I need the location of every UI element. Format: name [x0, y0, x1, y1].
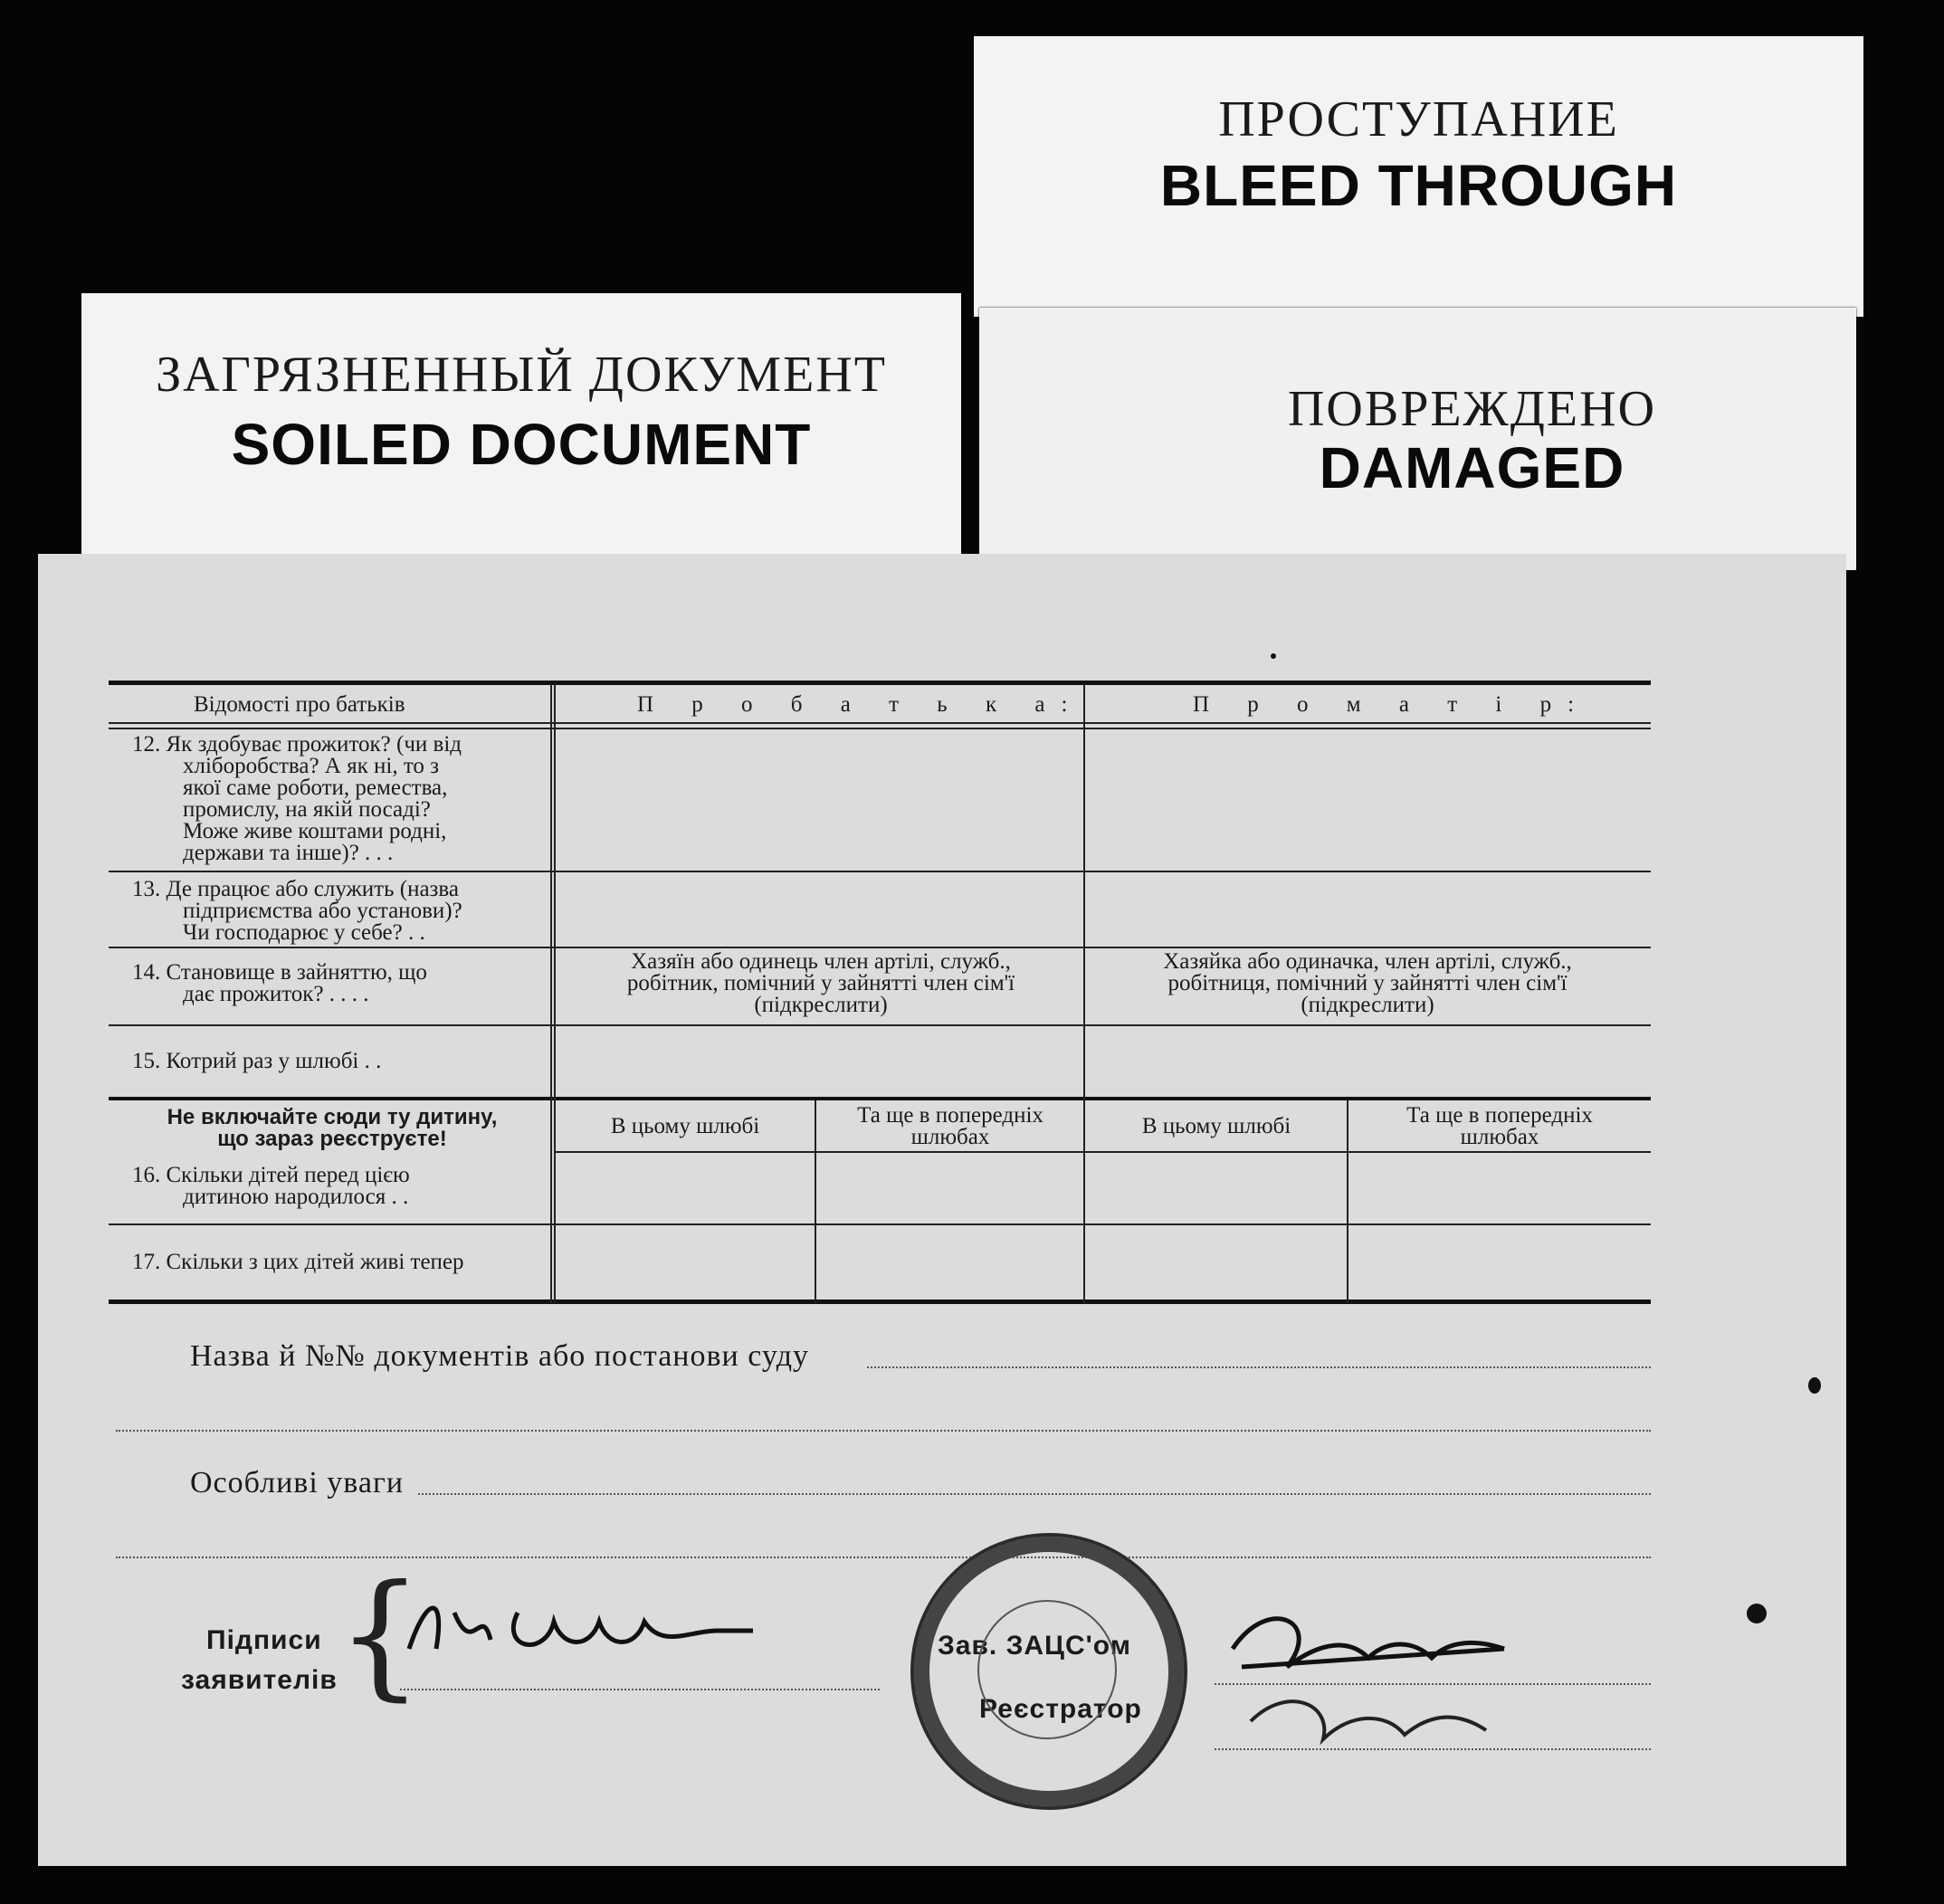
bleed-through-en: BLEED THROUGH [1159, 153, 1678, 218]
row13-line2: підприємства або установи)? [183, 899, 462, 923]
head-signature [1215, 1585, 1522, 1766]
row16-line [109, 1223, 1651, 1225]
document-sheet [38, 554, 1846, 1866]
col-divider-2 [1083, 684, 1085, 1303]
mother-prev-marriages-line2: шлюбах [1460, 1125, 1539, 1149]
row13-line1: 13. Де працює або служить (назва [132, 877, 459, 901]
children-header-line [554, 1151, 1651, 1153]
documents-line-1 [867, 1366, 1651, 1368]
table-top-rule [109, 681, 1651, 685]
row12-line6: держави та інше)? . . . [183, 841, 394, 865]
row12-line2: хліборобства? А як ні, то з [183, 754, 440, 778]
row16-line1: 16. Скільки дітей перед цією [132, 1163, 410, 1187]
soiled-document-ru: ЗАГРЯЗНЕННЫЙ ДОКУМЕНТ [156, 347, 887, 403]
row12-line1: 12. Як здобуває прожиток? (чи від [132, 732, 462, 757]
row12-line4: промислу, на якій посаді? [183, 797, 431, 822]
header-parents-info: Відомості про батьків [194, 692, 405, 717]
children-note-line2: що зараз реєструєте! [217, 1127, 447, 1151]
col-divider-1 [550, 684, 552, 1303]
bleed-through-ru: ПРОСТУПАНИЕ [1218, 91, 1619, 148]
father-this-marriage: В цьому шлюбі [610, 1114, 760, 1138]
soiled-document-card [81, 293, 961, 565]
header-about-mother: П р о м а т і р: [1193, 692, 1591, 717]
signatures-label-2: заявителів [181, 1665, 338, 1695]
damage-speck [1808, 1377, 1821, 1394]
row14-mother-line2: робітниця, помічний у зайнятті член сім'ї [1167, 971, 1568, 995]
header-bottom-line-2 [109, 728, 1651, 729]
father-prev-marriages-line2: шлюбах [910, 1125, 990, 1149]
notes-line-1 [418, 1493, 1651, 1495]
damaged-en: DAMAGED [1319, 435, 1625, 500]
damaged-card [979, 308, 1856, 570]
row14-mother-line3: (підкреслити) [1301, 993, 1434, 1017]
signatures-label-1: Підписи [206, 1625, 322, 1655]
row15-label: 15. Котрий раз у шлюбі . . [132, 1049, 382, 1073]
soiled-document-en: SOILED DOCUMENT [231, 412, 812, 477]
row14-father-line1: Хазяїн або одинець член артілі, служб., [631, 949, 1011, 974]
applicant-signature-line [400, 1689, 880, 1690]
row16-line2: дитиною народилося . . [183, 1185, 409, 1209]
row14-line [109, 1024, 1651, 1026]
seal-inner-ring [977, 1600, 1117, 1739]
bleed-through-card [974, 36, 1863, 317]
mother-this-marriage: В цьому шлюбі [1141, 1114, 1291, 1138]
header-bottom-line [109, 722, 1651, 724]
row17-label: 17. Скільки з цих дітей живі тепер [132, 1250, 464, 1274]
signatures-brace: { [337, 1557, 424, 1714]
row14-line1: 14. Становище в зайняттю, що [132, 960, 427, 985]
row13-line [109, 947, 1651, 948]
row14-mother-line1: Хазяйка або одиначка, член артілі, служб., [1163, 949, 1572, 974]
row14-father-line2: робітник, помічний у зайнятті член сім'ї [626, 971, 1015, 995]
head-label: Зав. ЗАЦС'ом [938, 1631, 1131, 1661]
table-bottom-rule [109, 1299, 1651, 1304]
father-prev-marriages-line1: Та ще в попередніх [857, 1103, 1043, 1128]
children-note-line1: Не включайте сюди ту дитину, [167, 1105, 498, 1129]
damage-speck [1747, 1604, 1767, 1623]
row12-line [109, 871, 1651, 872]
damage-speck [1271, 653, 1276, 659]
col-divider-father [815, 1100, 816, 1303]
row14-father-line3: (підкреслити) [754, 993, 888, 1017]
row12-line3: якої саме роботи, ремества, [183, 776, 448, 800]
documents-label: Назва й №№ документів або постанови суду [190, 1339, 810, 1373]
mother-prev-marriages-line1: Та ще в попередніх [1406, 1103, 1593, 1128]
official-seal [910, 1533, 1187, 1810]
row15-rule [109, 1097, 1651, 1100]
row13-line3: Чи господарює у себе? . . [183, 920, 425, 945]
applicant-signature [391, 1576, 771, 1676]
row12-line5: Може живе коштами родні, [183, 819, 447, 843]
registrar-label: Реєстратор [979, 1694, 1142, 1724]
col-divider-1b [554, 684, 556, 1303]
documents-line-2 [116, 1430, 1651, 1432]
damaged-ru: ПОВРЕЖДЕНО [1287, 381, 1657, 437]
col-divider-mother [1347, 1100, 1348, 1303]
row14-line2: дає прожиток? . . . . [183, 982, 369, 1006]
header-about-father: П р о б а т ь к а: [637, 692, 1084, 717]
notes-label: Особливі уваги [190, 1466, 405, 1499]
